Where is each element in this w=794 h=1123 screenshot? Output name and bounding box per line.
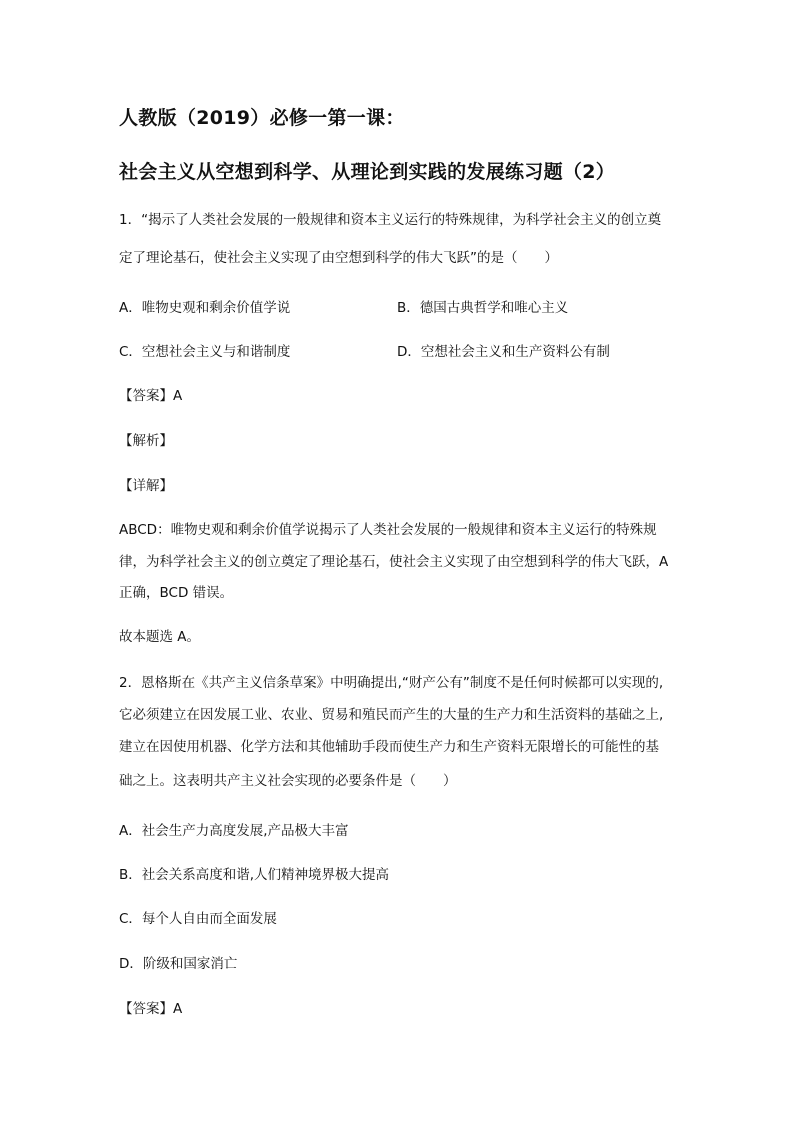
q1-answer: 【答案】A — [119, 388, 183, 404]
q2-answer: 【答案】A — [119, 1001, 183, 1017]
q2-option-b: B．社会关系高度和谐,人们精神境界极大提高 — [119, 867, 390, 883]
q1-option-a: A．唯物史观和剩余价值学说 — [119, 300, 291, 316]
q1-conclusion: 故本题选 A。 — [119, 629, 201, 645]
q1-stem-line-1: 1．“揭示了人类社会发展的一般规律和资本主义运行的特殊规律，为科学社会主义的创立奠 — [119, 212, 662, 228]
q1-option-c: C．空想社会主义与和谐制度 — [119, 344, 291, 360]
q2-stem-line-1: 2．恩格斯在《共产主义信条草案》中明确提出,“财产公有”制度不是任何时候都可以实现的, — [119, 675, 664, 691]
q1-option-d: D．空想社会主义和生产资料公有制 — [397, 344, 610, 360]
q2-option-a: A．社会生产力高度发展,产品极大丰富 — [119, 823, 349, 839]
document-title-line-1: 人教版（2019）必修一第一课： — [119, 107, 405, 129]
q1-detail-line-1: ABCD：唯物史观和剩余价值学说揭示了人类社会发展的一般规律和资本主义运行的特殊规 — [119, 522, 657, 538]
q1-detail-line-3: 正确，BCD 错误。 — [119, 585, 234, 601]
q2-option-c: C．每个人自由而全面发展 — [119, 911, 277, 927]
q2-stem-line-4: 础之上。这表明共产主义社会实现的必要条件是（ ） — [119, 773, 457, 789]
q1-analysis-label: 【解析】 — [119, 433, 173, 449]
q1-detail-line-2: 律，为科学社会主义的创立奠定了理论基石，使社会主义实现了由空想到科学的伟大飞跃，A — [119, 554, 669, 570]
q2-option-d: D．阶级和国家消亡 — [119, 956, 238, 972]
q2-stem-line-2: 它必须建立在因发展工业、农业、贸易和殖民而产生的大量的生产力和生活资料的基础之上, — [119, 707, 664, 723]
document-title-line-2: 社会主义从空想到科学、从理论到实践的发展练习题（2） — [119, 161, 616, 183]
q1-stem-line-2: 定了理论基石，使社会主义实现了由空想到科学的伟大飞跃”的是（ ） — [119, 250, 558, 266]
q1-option-b: B．德国古典哲学和唯心主义 — [397, 300, 569, 316]
q2-stem-line-3: 建立在因使用机器、化学方法和其他辅助手段而使生产力和生产资料无限增长的可能性的基 — [119, 739, 659, 755]
q1-detail-label: 【详解】 — [119, 478, 173, 494]
